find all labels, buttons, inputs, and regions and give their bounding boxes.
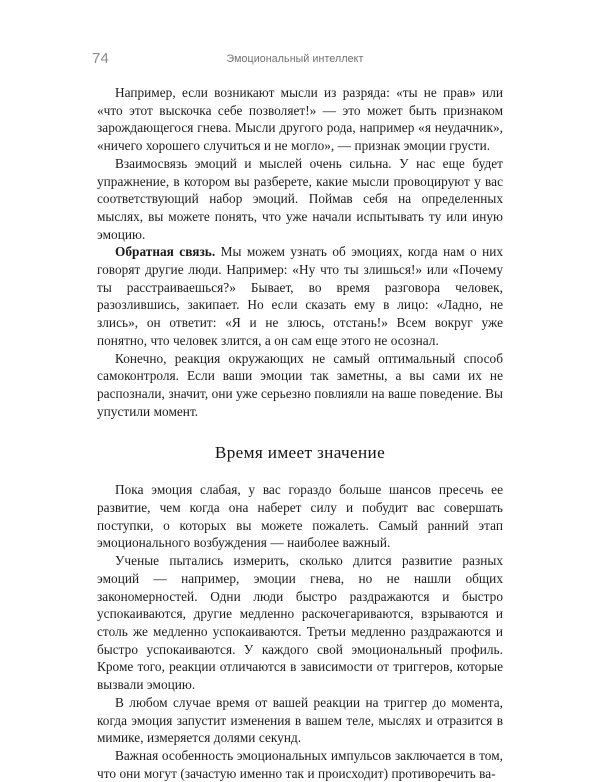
running-title: Эмоциональный интеллект bbox=[226, 53, 364, 65]
running-header bbox=[0, 50, 600, 68]
heading-space-above bbox=[97, 420, 503, 442]
paragraph-konechno: Конечно, реакция окружающих не самый оптимальный способ самоконтроля. Если ваши эмоции так заметны, а вы сами их не распознали, значит, они уже серьезно повлияли на ваше поведение. Вы упустили момент. bbox=[97, 350, 503, 419]
paragraph-primer: Например, если возникают мысли из разряда: «ты не прав» или «что этот выскочка себе позволяет!» — это может быть признаком зарождающегося гнева. Мысли другого рода, например «я неудачник», «ничего хорошего случиться и не могло», — признак эмоции грусти. bbox=[97, 85, 503, 154]
paragraph-obratnaya-svyaz-text: Мы можем узнать об эмоциях, когда нам о них говорят другие люди. Например: «Ну что ты злишься!» или «Почему ты расстраиваешься?» Бывает, во время разговора человек, разозлившись, закипает. Но если сказать ему в лицо: «Ладно, не злись», он ответит: «Я и не злюсь, отстань!» Всем вокруг уже понятно, что человек злится, а он сам еще этого не осознал. bbox=[97, 244, 504, 348]
text-block bbox=[97, 84, 503, 782]
run-in-heading-obratnaya-svyaz: Обратная связь. bbox=[115, 244, 216, 260]
paragraph-v-lyubom: В любом случае время от вашей реакции на триггер до момента, когда эмоция запустит изменения в вашем теле, мыслях и отразится в мимике, измеряется долями секунд. bbox=[97, 694, 503, 746]
paragraph-vzaimosvyaz: Взаимосвязь эмоций и мыслей очень сильна. У нас еще будет упражнение, в котором вы разберете, какие мысли провоцируют у вас соответствующий набор эмоций. Поймав себя на определенных мыслях, вы можете понять, что уже начали испытывать ту или иную эмоцию. bbox=[97, 155, 503, 242]
section-heading: Время имеет значение bbox=[214, 443, 386, 463]
heading-space-below bbox=[97, 464, 503, 481]
page-number: 74 bbox=[92, 50, 110, 67]
paragraph-uchenye: Ученые пытались измерить, сколько длится развитие разных эмоций — например, эмоции гнева, но не нашли общих закономерностей. Одни люди быстро раздражаются и быстро успокаиваются, другие медленно раскочегариваются, взрываются и столь же медленно успокаиваются. Третьи медленно раздражаются и быстро успокаиваются. У каждого свой эмоциональный профиль. Кроме того, реакции отличаются в зависимости от триггеров, которые вызвали эмоцию. bbox=[97, 553, 503, 693]
paragraph-poka-emociya: Пока эмоция слабая, у вас гораздо больше шансов пресечь ее развитие, чем когда она наберет силу и побудит вас совершать поступки, о которых вы можете пожалеть. Самый ранний этап эмоционального возбуждения — наиболее важный. bbox=[97, 482, 503, 551]
paragraph-obratnaya-svyaz bbox=[97, 243, 503, 349]
paragraph-vazhnaya: Важная особенность эмоциональных импульсов заключается в том, что они могут (зачастую именно так и происходит) противоречить ва- bbox=[97, 747, 503, 781]
